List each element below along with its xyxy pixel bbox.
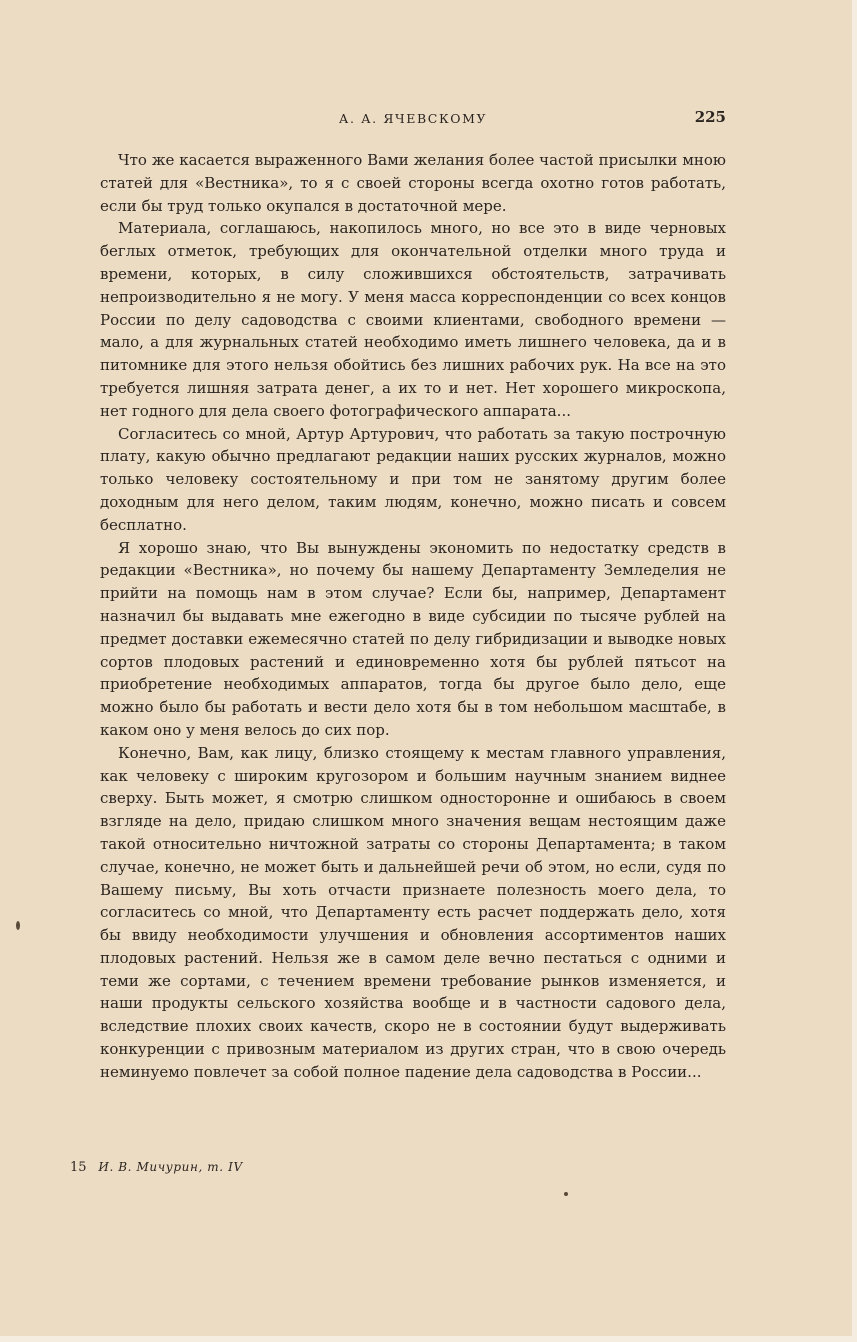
signature-number: 15: [70, 1160, 87, 1175]
page-number: 225: [694, 108, 726, 126]
paragraph: Я хорошо знаю, что Вы вынуждены экономить по недостатку средств в редакции «Вестника», но почему бы нашему Департаменту Земледелия не прийти на помощь нам в этом случае? Если бы, например, Департамент назначил бы выдавать мне ежегодно в виде субсидии по тысяче рублей на предмет доставки ежемесячно статей по делу гибридизации и выводке новых сортов плодовых растений и единовременно хотя бы рублей пятьсот на приобретение необходимых аппаратов, тогда бы другое было дело, еще можно было бы работать и вести дело хотя бы в том небольшом масштабе, в каком оно у меня велось до сих пор.: [100, 538, 726, 739]
body-text: [100, 149, 726, 1084]
ink-speck: [16, 921, 20, 930]
ink-speck: [564, 1192, 568, 1196]
page-edge-bottom: [0, 1336, 857, 1342]
signature-text: И. В. Мичурин, т. IV: [98, 1160, 243, 1174]
paragraph: Согласитесь со мной, Артур Артурович, что работать за такую построчную плату, какую обычно предлагают редакции наших русских журналов, можно только человеку состоятельному и при том не занятому другим более доходным для него делом, таким людям, конечно, можно писать и совсем бесплатно.: [100, 424, 726, 534]
running-head: [100, 108, 726, 132]
paragraph: Что же касается выраженного Вами желания более частой присылки мною статей для «Вестника», то я с своей стороны всегда охотно готов работать, если бы труд только окупался в достаточной мере.: [100, 151, 726, 215]
running-title: А. А. ЯЧЕВСКОМУ: [338, 111, 488, 126]
paragraph: Материала, соглашаюсь, накопилось много, но все это в виде черновых беглых отметок, требующих для окончательной отделки много труда и времени, которых, в силу сложившихся обстоятельств, затрачивать непроизводительно я не могу. У меня масса корреспонденции со всех концов России по делу садоводства с своими клиентами, свободного времени — мало, а для журнальных статей необходимо иметь лишнего человека, да и в питомнике для этого нельзя обойтись без лишних рабочих рук. На все на это требуется лишняя затрата денег, а их то и нет. Нет хорошего микроскопа, нет годного для дела своего фотографического аппарата...: [100, 219, 726, 420]
page-edge-right: [852, 0, 857, 1342]
signature-line: [70, 1160, 243, 1175]
paragraph: Конечно, Вам, как лицу, близко стоящему к местам главного управления, как человеку с широким кругозором и большим научным знанием виднее сверху. Быть может, я смотрю слишком односторонне и ошибаюсь в своем взгляде на дело, придаю слишком много значения вещам нестоящим даже такой относительно ничтожной затраты со стороны Департамента; в таком случае, конечно, не может быть и дальнейшей речи об этом, но если, судя по Вашему письму, Вы хоть отчасти признаете полезность моего дела, то согласитесь со мной, что Департаменту есть расчет поддержать дело, хотя бы ввиду необходимости улучшения и обновления ассортиментов наших плодовых растений. Нельзя же в самом деле вечно пестаться с одними и теми же сортами, с течением времени требование рынков изменяется, и наши продукты сельского хозяйства вообще и в частности садового дела, вследствие плохих своих качеств, скоро не в состоянии будут выдерживать конкуренции с привозным материалом из других стран, что в свою очередь неминуемо повлечет за собой полное падение дела садоводства в России...: [100, 743, 726, 1081]
